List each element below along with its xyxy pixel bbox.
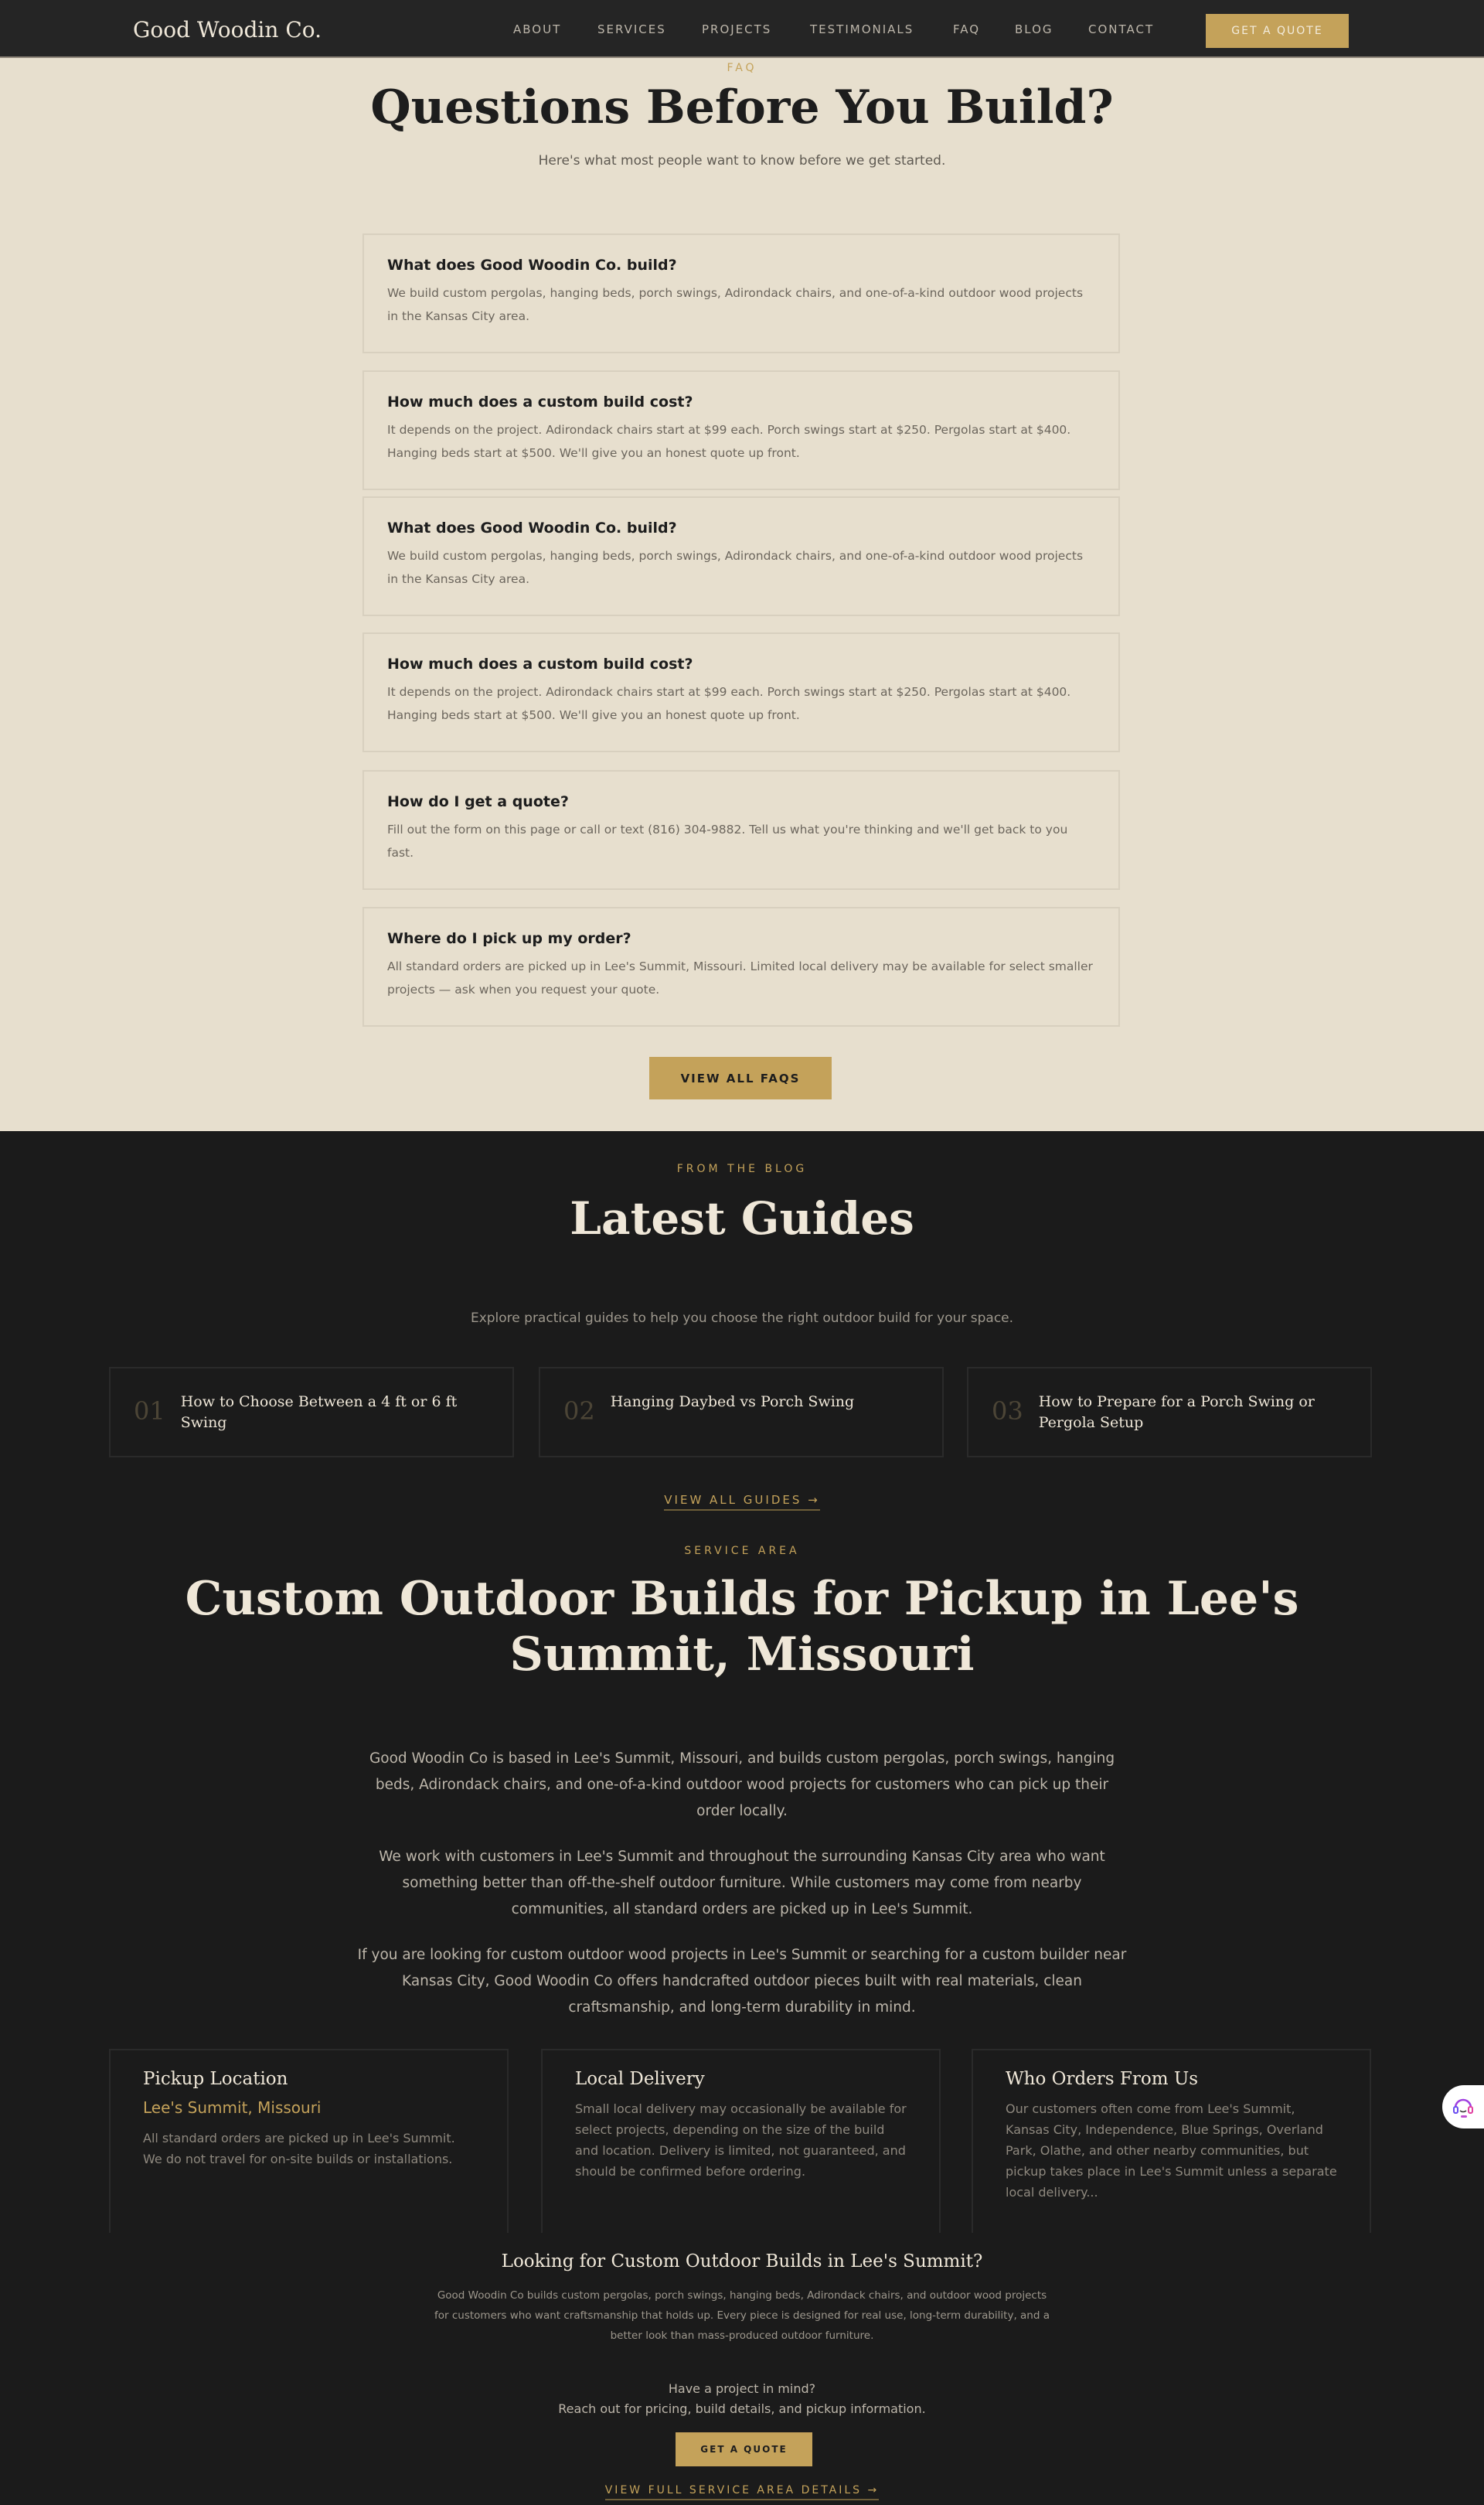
cta-text: Good Woodin Co builds custom pergolas, porch swings, hanging beds, Adirondack chairs, and outdoor wood projects for customers who want craftsmanship that holds up. Every piece is designed for real use, long-term durability, and a better look than mass-produced outdoor furniture.	[434, 2289, 1050, 2342]
faq-answer: It depends on the project. Adirondack chairs start at $99 each. Porch swings start at $250. Pergolas start at $400. Hanging beds start at $500. We'll give you an honest quote up front.	[387, 423, 1071, 460]
cta-title: Looking for Custom Outdoor Builds in Lee's Summit?	[501, 2251, 983, 2272]
support-chat-button[interactable]	[1442, 2085, 1484, 2128]
card-title: How to Prepare for a Porch Swing or Pergola Setup	[1038, 1393, 1315, 1431]
nav-testimonials[interactable]: TESTIMONIALS	[810, 22, 914, 36]
faq-question: How much does a custom build cost?	[387, 394, 693, 411]
card-title: Local Delivery	[575, 2069, 705, 2089]
service-paragraph: If you are looking for custom outdoor wood projects in Lee's Summit or searching for a custom builder near Kansas City, Good Woodin Co offers handcrafted outdoor pieces built with real materials, clean craftsmanship, and long-term durability in mind.	[357, 1947, 1127, 2016]
card-title: Hanging Daybed vs Porch Swing	[610, 1393, 855, 1410]
faq-item[interactable]	[362, 907, 1120, 1027]
faq-question: What does Good Woodin Co. build?	[387, 520, 677, 537]
nav-blog[interactable]: BLOG	[1015, 22, 1053, 36]
faq-question: How do I get a quote?	[387, 793, 569, 810]
faq-item[interactable]	[362, 233, 1120, 353]
faq-item[interactable]	[362, 496, 1120, 616]
blog-title: Latest Guides	[570, 1192, 914, 1245]
page-title: Questions Before You Build?	[370, 80, 1114, 135]
service-title: Custom Outdoor Builds for Pickup in Lee's Summit, Missouri	[185, 1572, 1299, 1682]
faq-question: How much does a custom build cost?	[387, 656, 693, 673]
cta-section	[0, 2233, 1484, 2505]
faq-subtitle: Here's what most people want to know before we get started.	[538, 153, 946, 169]
faq-answer: We build custom pergolas, hanging beds, porch swings, Adirondack chairs, and one-of-a-kind outdoor wood projects in the Kansas City area.	[387, 286, 1084, 323]
faq-question: What does Good Woodin Co. build?	[387, 257, 677, 274]
nav-faq[interactable]: FAQ	[953, 22, 981, 36]
get-a-quote-button[interactable]: GET A QUOTE	[1206, 14, 1349, 48]
card-title: Pickup Location	[143, 2069, 288, 2089]
faq-answer: We build custom pergolas, hanging beds, porch swings, Adirondack chairs, and one-of-a-kind outdoor wood projects in the Kansas City area.	[387, 549, 1084, 586]
blog-card[interactable]	[539, 1367, 944, 1457]
faq-answer: Fill out the form on this page or call or text (816) 304-9882. Tell us what you're thinking and we'll get back to you fast.	[387, 823, 1068, 860]
service-paragraph: Good Woodin Co is based in Lee's Summit, Missouri, and builds custom pergolas, porch swings, hanging beds, Adirondack chairs, and one-of-a-kind outdoor wood projects for customers who can pick up their order locally.	[369, 1750, 1115, 1819]
card-text: Small local delivery may occasionally be available for select projects, depending on the size of the build and location. Delivery is limited, not guaranteed, and should be confirmed before ordering.	[575, 2101, 907, 2179]
card-number: 02	[563, 1396, 595, 1426]
nav-projects[interactable]: PROJECTS	[702, 22, 772, 36]
blog-card[interactable]	[109, 1367, 514, 1457]
card-number: 01	[134, 1396, 165, 1426]
faq-answer: It depends on the project. Adirondack chairs start at $99 each. Porch swings start at $250. Pergolas start at $400. Hanging beds start at $500. We'll give you an honest quote up front.	[387, 685, 1071, 722]
view-all-guides-link[interactable]: VIEW ALL GUIDES →	[664, 1493, 819, 1511]
faq-item[interactable]	[362, 770, 1120, 890]
nav-about[interactable]: ABOUT	[513, 22, 562, 36]
card-title: Who Orders From Us	[1006, 2069, 1199, 2089]
faq-kicker: FAQ	[727, 62, 757, 74]
blog-subtitle: Explore practical guides to help you choose the right outdoor build for your space.	[470, 1310, 1014, 1326]
get-a-quote-button[interactable]: GET A QUOTE	[676, 2432, 812, 2466]
logo[interactable]: Good Woodin Co.	[133, 17, 322, 43]
headset-icon	[1450, 2094, 1476, 2120]
top-nav	[0, 0, 1484, 58]
cta-line-2: Reach out for pricing, build details, and pickup information.	[558, 2401, 926, 2416]
faq-answer: All standard orders are picked up in Lee's Summit, Missouri. Limited local delivery may be available for select smaller projects — ask when you request your quote.	[387, 959, 1093, 997]
faq-item[interactable]	[362, 632, 1120, 752]
faq-question: Where do I pick up my order?	[387, 930, 631, 947]
cta-line-1: Have a project in mind?	[668, 2381, 816, 2396]
view-service-area-link[interactable]: VIEW FULL SERVICE AREA DETAILS →	[605, 2484, 880, 2500]
card-text: Our customers often come from Lee's Summit, Kansas City, Independence, Blue Springs, Overland Park, Olathe, and other nearby communities, but pickup takes place in Lee's Summit unless a separate local delivery...	[1006, 2101, 1337, 2200]
service-kicker: SERVICE AREA	[684, 1545, 800, 1557]
service-paragraph: We work with customers in Lee's Summit and throughout the surrounding Kansas City area who want something better than off-the-shelf outdoor furniture. While customers may come from nearby communities, all standard orders are picked up in Lee's Summit.	[379, 1849, 1105, 1917]
faq-item[interactable]	[362, 370, 1120, 490]
view-all-faqs-button[interactable]: VIEW ALL FAQS	[649, 1057, 832, 1099]
nav-contact[interactable]: CONTACT	[1088, 22, 1155, 36]
faq-section	[0, 0, 1484, 1131]
card-highlight: Lee's Summit, Missouri	[143, 2098, 322, 2117]
card-title: How to Choose Between a 4 ft or 6 ft Swing	[180, 1393, 458, 1431]
blog-card[interactable]	[967, 1367, 1372, 1457]
card-number: 03	[992, 1396, 1023, 1426]
card-text: All standard orders are picked up in Lee's Summit. We do not travel for on-site builds or installations.	[143, 2131, 455, 2166]
blog-kicker: FROM THE BLOG	[676, 1163, 808, 1175]
nav-services[interactable]: SERVICES	[597, 22, 666, 36]
